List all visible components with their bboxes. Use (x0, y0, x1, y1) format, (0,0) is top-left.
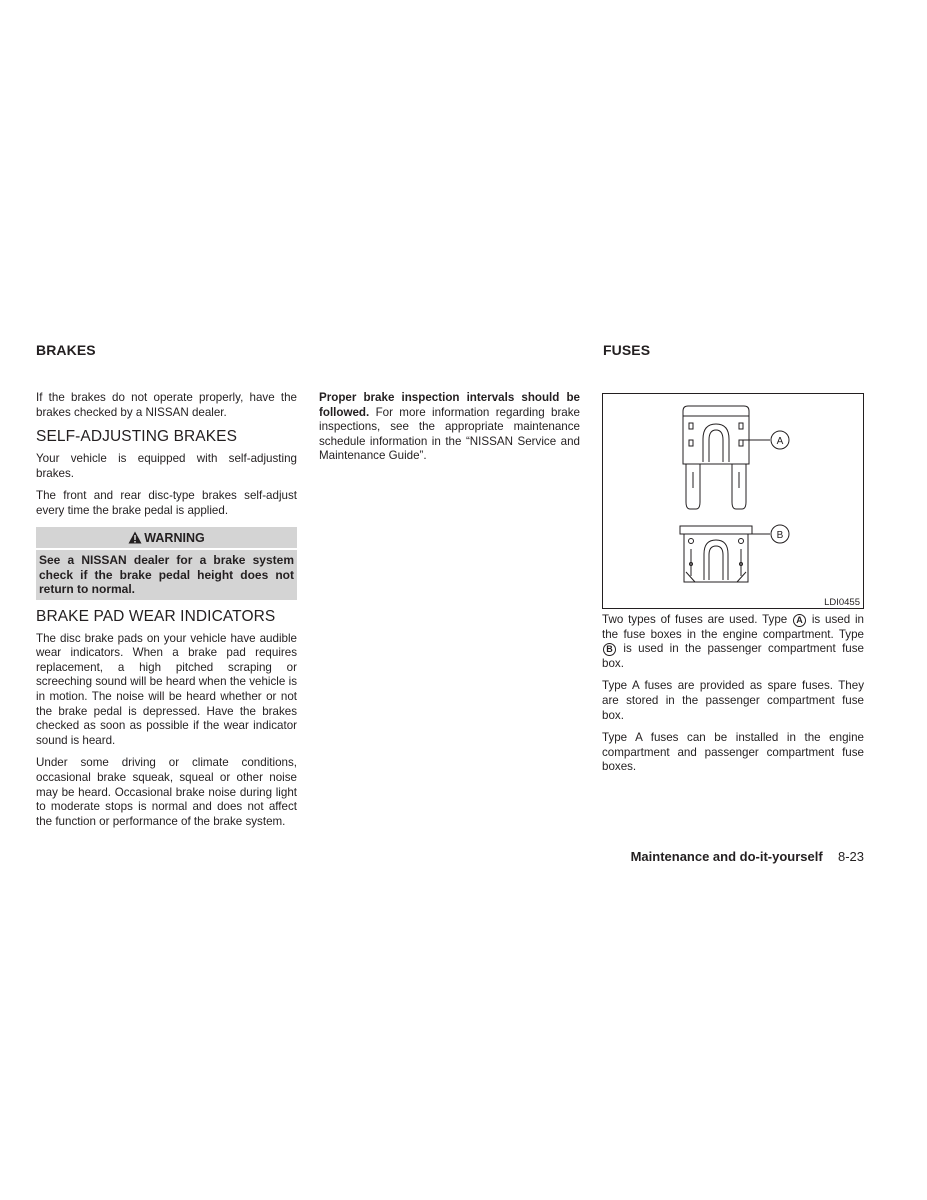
inspection-paragraph (319, 391, 580, 464)
self-adjusting-heading: SELF-ADJUSTING BRAKES (36, 428, 238, 446)
inspection-bold: Proper brake inspection intervals should be followed. (319, 391, 580, 419)
brakes-middle-column (319, 391, 580, 472)
callout-b-label: B (776, 530, 784, 541)
footer-page-number: 8-23 (837, 849, 864, 864)
fuse-type-a-illustration (683, 406, 749, 509)
warning-header (36, 527, 297, 549)
pad-wear-p2: Under some driving or climate conditions, occasional brake squeak, squeal or other noise may be heard. Occasional brake noise during light to moderate stops is normal and does not affect the function or performance of the brake system. (36, 756, 297, 828)
callout-a-label: A (776, 436, 784, 447)
fuses-p1-part1: Two types of fuses are used. Type (602, 613, 793, 626)
fuse-type-b-illustration (680, 526, 752, 582)
type-a-marker: A (793, 614, 806, 627)
brakes-intro: If the brakes do not operate properly, have the brakes checked by a NISSAN dealer. (36, 391, 297, 419)
self-adjusting-p2: The front and rear disc-type brakes self-adjust every time the brake pedal is applied. (36, 489, 297, 517)
fuses-title: FUSES (603, 342, 651, 358)
fuses-p3: Type A fuses can be installed in the engine compartment and passenger compartment fuse boxes. (602, 731, 864, 774)
warning-triangle-icon (128, 531, 142, 544)
footer-section: Maintenance and do-it-yourself (630, 849, 823, 864)
fuses-p1-part2: is used in the fuse boxes in the engine compartment. Type (602, 613, 865, 641)
type-b-marker: B (603, 643, 616, 656)
warning-label: WARNING (144, 530, 205, 545)
warning-text: See a NISSAN dealer for a brake system check if the brake pedal height does not return to normal. (39, 553, 294, 597)
page-footer (631, 849, 864, 864)
figure-code: LDI0455 (824, 597, 860, 608)
brakes-title: BRAKES (36, 342, 96, 358)
brakes-left-column (36, 391, 297, 837)
fuses-p1 (602, 613, 864, 671)
fuse-figure (602, 393, 864, 609)
pad-wear-p1: The disc brake pads on your vehicle have audible wear indicators. When a brake pad requires replacement, a high pitched scraping or screeching sound will be heard when the vehicle is in motion. The noise will be heard whether or not the brake pedal is depressed. Have the brakes checked as soon as possible if the wear indicator sound is heard. (36, 631, 297, 747)
self-adjusting-p1: Your vehicle is equipped with self-adjusting brakes. (36, 452, 297, 480)
fuses-text-column (602, 613, 864, 783)
fuses-p2: Type A fuses are provided as spare fuses. They are stored in the passenger compartment fuse box. (602, 679, 864, 722)
fuses-p1-part3: is used in the passenger compartment fuse box. (602, 642, 864, 670)
warning-box (36, 527, 297, 600)
inspection-text: For more information regarding brake inspections, see the appropriate maintenance schedule information in the “NISSAN Service and Maintenance Guide”. (319, 405, 580, 463)
pad-wear-heading: BRAKE PAD WEAR INDICATORS (36, 607, 276, 625)
fuse-diagram (603, 394, 863, 608)
